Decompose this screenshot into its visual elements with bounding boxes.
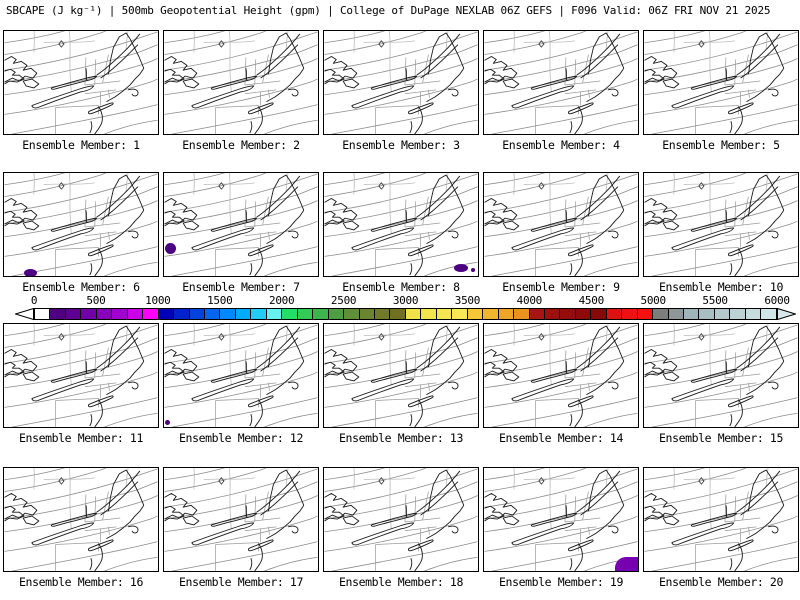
ensemble-member-label: Ensemble Member: 6	[22, 280, 140, 294]
ensemble-panel-7	[163, 172, 319, 294]
ensemble-member-label: Ensemble Member: 11	[19, 431, 143, 445]
ensemble-member-label: Ensemble Member: 4	[502, 138, 620, 152]
ensemble-panel-14	[483, 323, 639, 445]
ensemble-map-9	[483, 172, 639, 277]
ensemble-map-6	[3, 172, 159, 277]
ensemble-member-label: Ensemble Member: 12	[179, 431, 303, 445]
sbcape-shaded-area	[471, 268, 475, 272]
ensemble-panel-9	[483, 172, 639, 294]
ensemble-map-17	[163, 467, 319, 572]
colorbar-cells	[34, 308, 777, 320]
ensemble-member-label: Ensemble Member: 7	[182, 280, 300, 294]
ensemble-map-18	[323, 467, 479, 572]
ensemble-panel-15	[643, 323, 799, 445]
ensemble-map-19	[483, 467, 639, 572]
ensemble-panel-4	[483, 30, 639, 152]
ensemble-panel-16	[3, 467, 159, 589]
ensemble-member-label: Ensemble Member: 16	[19, 575, 143, 589]
ensemble-panel-2	[163, 30, 319, 152]
ensemble-map-3	[323, 30, 479, 135]
ensemble-member-label: Ensemble Member: 2	[182, 138, 300, 152]
ensemble-map-11	[3, 323, 159, 428]
sbcape-colorbar	[15, 295, 796, 320]
ensemble-member-label: Ensemble Member: 18	[339, 575, 463, 589]
sbcape-shaded-area	[24, 269, 37, 277]
ensemble-member-label: Ensemble Member: 14	[499, 431, 623, 445]
ensemble-map-1	[3, 30, 159, 135]
ensemble-member-label: Ensemble Member: 13	[339, 431, 463, 445]
product-title: SBCAPE (J kg⁻¹) | 500mb Geopotential Height (gpm) | College of DuPage NEXLAB 06Z GEFS | F096 Valid: 06Z FRI NOV 21 2025	[6, 4, 771, 17]
colorbar-tick-labels: 0 500 1000 1500 2000 2500 3000 3500 4000 4500 5000 5500 6000	[30, 294, 790, 307]
ensemble-map-15	[643, 323, 799, 428]
ensemble-panel-19	[483, 467, 639, 589]
ensemble-member-label: Ensemble Member: 15	[659, 431, 783, 445]
ensemble-map-5	[643, 30, 799, 135]
ensemble-panel-3	[323, 30, 479, 152]
ensemble-map-16	[3, 467, 159, 572]
ensemble-map-14	[483, 323, 639, 428]
ensemble-panel-6	[3, 172, 159, 294]
sbcape-shaded-area	[165, 243, 176, 254]
ensemble-map-7	[163, 172, 319, 277]
ensemble-panel-8	[323, 172, 479, 294]
ensemble-member-label: Ensemble Member: 5	[662, 138, 780, 152]
ensemble-map-12	[163, 323, 319, 428]
sbcape-shaded-area	[454, 264, 468, 272]
ensemble-member-label: Ensemble Member: 3	[342, 138, 460, 152]
ensemble-member-label: Ensemble Member: 8	[342, 280, 460, 294]
ensemble-panel-18	[323, 467, 479, 589]
ensemble-member-label: Ensemble Member: 19	[499, 575, 623, 589]
ensemble-map-13	[323, 323, 479, 428]
colorbar-scale	[15, 308, 796, 320]
ensemble-map-10	[643, 172, 799, 277]
ensemble-panel-1	[3, 30, 159, 152]
sbcape-shaded-area	[165, 420, 170, 425]
ensemble-panel-11	[3, 323, 159, 445]
ensemble-panel-12	[163, 323, 319, 445]
ensemble-panel-10	[643, 172, 799, 294]
ensemble-member-label: Ensemble Member: 9	[502, 280, 620, 294]
ensemble-map-2	[163, 30, 319, 135]
colorbar-right-arrow-icon	[777, 308, 796, 320]
ensemble-member-label: Ensemble Member: 17	[179, 575, 303, 589]
ensemble-map-8	[323, 172, 479, 277]
ensemble-panel-5	[643, 30, 799, 152]
ensemble-map-20	[643, 467, 799, 572]
ensemble-panel-13	[323, 323, 479, 445]
ensemble-member-label: Ensemble Member: 10	[659, 280, 783, 294]
sbcape-shaded-area	[615, 557, 639, 572]
colorbar-left-arrow-icon	[15, 308, 34, 320]
ensemble-member-label: Ensemble Member: 20	[659, 575, 783, 589]
ensemble-panel-20	[643, 467, 799, 589]
ensemble-member-label: Ensemble Member: 1	[22, 138, 140, 152]
ensemble-panel-17	[163, 467, 319, 589]
ensemble-map-4	[483, 30, 639, 135]
